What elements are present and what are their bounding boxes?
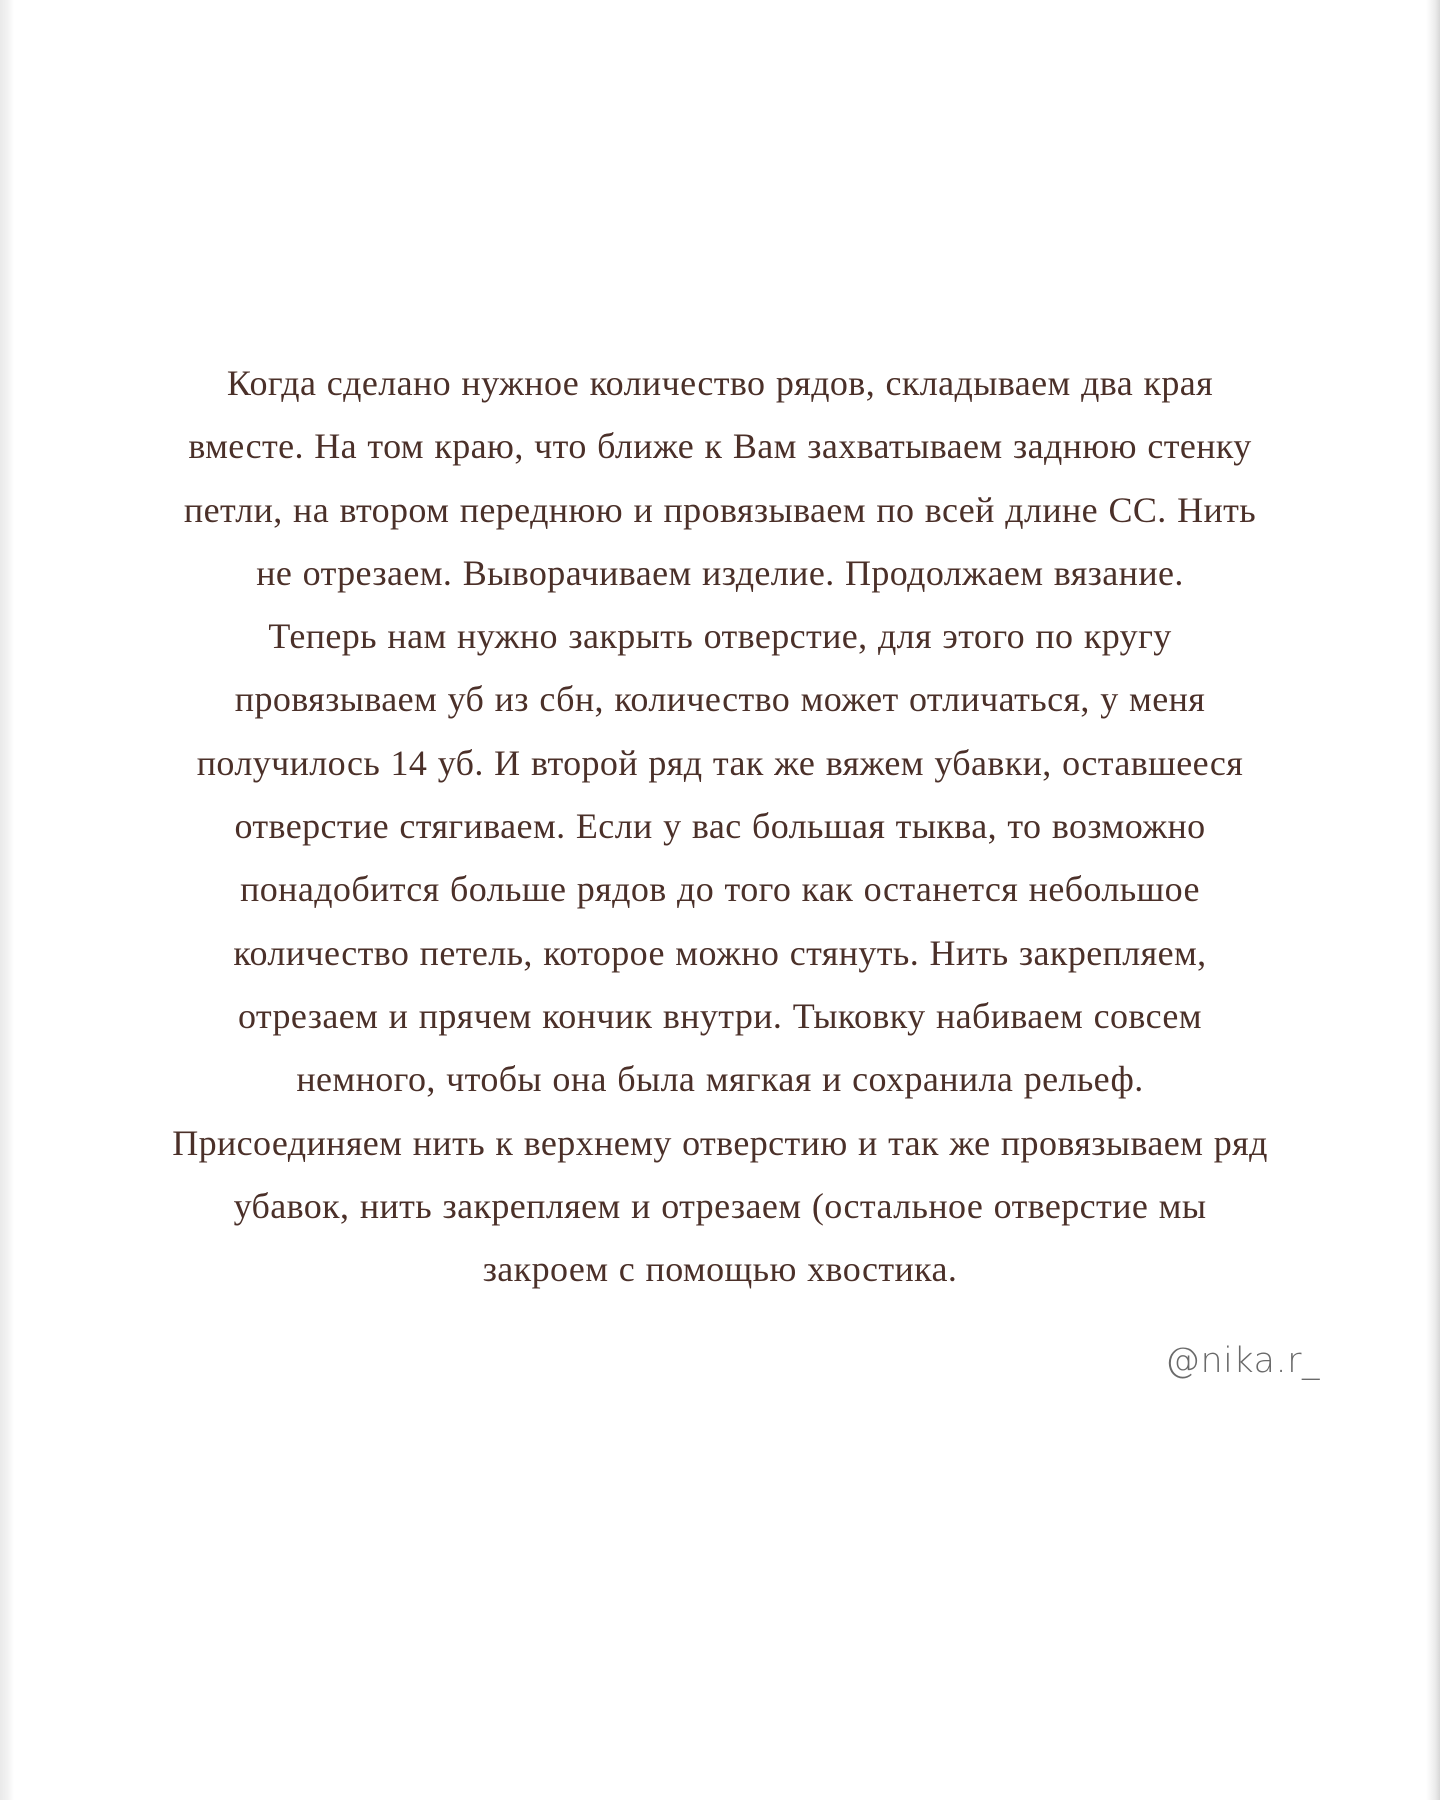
text-line: не отрезаем. Выворачиваем изделие. Продолжаем вязание.	[256, 552, 1184, 593]
text-line: петли, на втором переднюю и провязываем по всей длине СС. Нить	[183, 489, 1257, 530]
text-line: отверстие стягиваем. Если у вас большая тыква, то возможно	[234, 806, 1206, 847]
text-line: Присоединяем нить к верхнему отверстию и так же провязываем ряд	[172, 1122, 1268, 1163]
author-signature: @nika.r_	[1164, 1341, 1320, 1381]
text-line: количество петель, которое можно стянуть. Нить закрепляем,	[233, 932, 1207, 973]
text-line: убавок, нить закрепляем и отрезаем (остальное отверстие мы	[233, 1185, 1207, 1226]
text-line: отрезаем и прячем кончик внутри. Тыковку набиваем совсем	[238, 995, 1202, 1036]
text-line: закроем с помощью хвостика.	[482, 1249, 958, 1290]
text-line: провязываем уб из сбн, количество может отличаться, у меня	[234, 679, 1206, 720]
text-line: Когда сделано нужное количество рядов, складываем два края	[226, 363, 1214, 403]
instruction-text	[10, 352, 1430, 1301]
text-line: немного, чтобы она была мягкая и сохранила рельеф.	[296, 1059, 1144, 1100]
text-line: Теперь нам нужно закрыть отверстие, для этого по кругу	[268, 616, 1172, 657]
text-line: получилось 14 уб. И второй ряд так же вяжем убавки, оставшееся	[196, 742, 1244, 783]
text-line: вместе. На том краю, что ближе к Вам захватываем заднюю стенку	[188, 426, 1252, 467]
text-line: понадобится больше рядов до того как останется небольшое	[240, 869, 1200, 910]
